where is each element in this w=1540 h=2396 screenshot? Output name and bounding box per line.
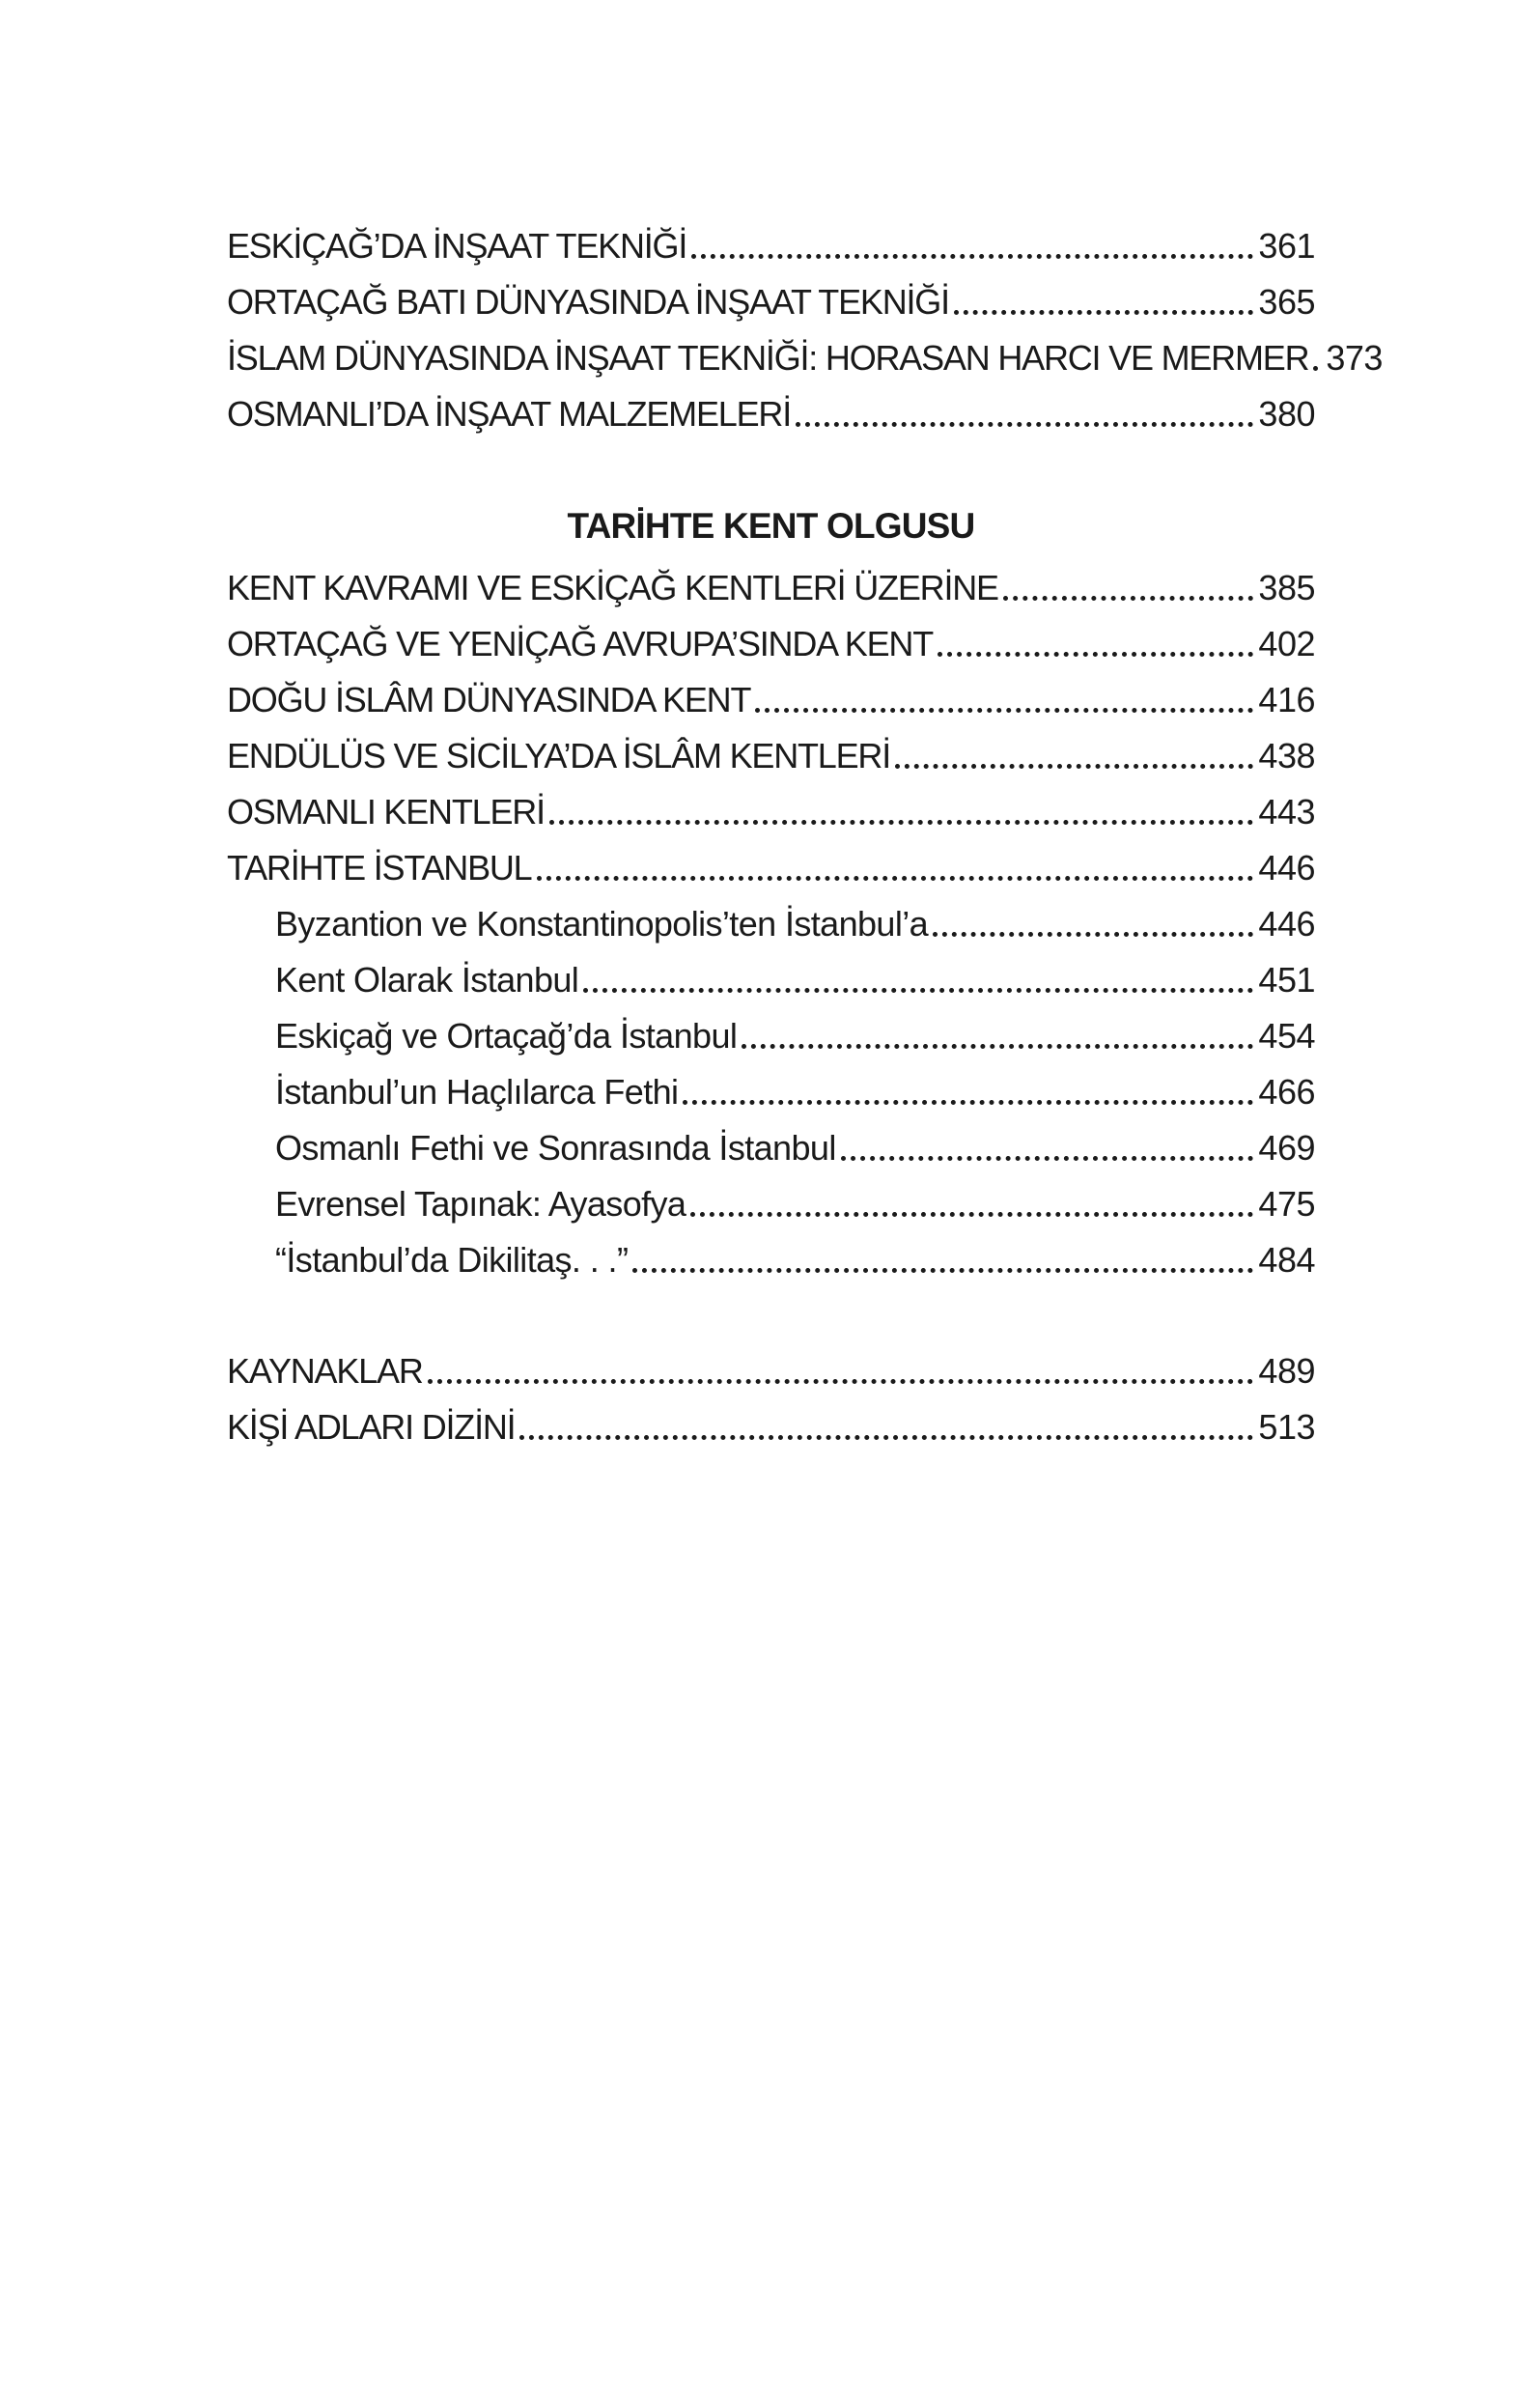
toc-subentry-page: 469: [1258, 1128, 1315, 1168]
toc-entry: [227, 218, 1315, 274]
dot-leader: [954, 310, 1254, 315]
toc-entry: [227, 728, 1315, 784]
toc-entry: [227, 1343, 1315, 1399]
dot-leader: [537, 876, 1254, 881]
toc-entry-page: 443: [1258, 792, 1315, 832]
dot-leader: [933, 932, 1253, 937]
toc-subentry-page: 446: [1258, 904, 1315, 944]
toc-entry-label: DOĞU İSLÂM DÜNYASINDA KENT: [227, 680, 751, 719]
toc-entry-label: ORTAÇAĞ BATI DÜNYASINDA İNŞAAT TEKNİĞİ: [227, 282, 949, 322]
toc-entry: [227, 274, 1315, 330]
toc-subentry: [227, 952, 1315, 1008]
toc-entry-label: KENT KAVRAMI VE ESKİÇAĞ KENTLERİ ÜZERİNE: [227, 568, 998, 607]
dot-leader: [519, 1435, 1253, 1440]
dot-leader: [796, 422, 1253, 427]
toc-entry-page: 416: [1258, 680, 1315, 719]
toc-entry-label: İSLAM DÜNYASINDA İNŞAAT TEKNİĞİ: HORASAN HARCI VE MERMER: [227, 338, 1309, 378]
dot-leader: [632, 1268, 1253, 1273]
toc-subentry: [227, 1008, 1315, 1064]
toc-subentry-label: “İstanbul’da Dikilitaş. . .”: [275, 1240, 629, 1280]
dot-leader: [938, 652, 1253, 657]
toc-entry-page: 513: [1258, 1407, 1315, 1447]
dot-leader: [1003, 596, 1254, 601]
toc-section-backmatter: [227, 1343, 1315, 1455]
toc-entry-label: KAYNAKLAR: [227, 1351, 423, 1391]
toc-entry-page: 446: [1258, 848, 1315, 888]
dot-leader: [895, 764, 1253, 769]
toc-subentry-page: 451: [1258, 960, 1315, 1000]
dot-leader: [841, 1156, 1254, 1161]
toc-entry-label: ESKİÇAĞ’DA İNŞAAT TEKNİĞİ: [227, 226, 687, 266]
toc-subentry-label: Evrensel Tapınak: Ayasofya: [275, 1184, 686, 1224]
toc-entry: [227, 616, 1315, 672]
toc-subentry-label: Osmanlı Fethi ve Sonrasında İstanbul: [275, 1128, 836, 1168]
toc-entry-page: 361: [1258, 226, 1315, 266]
toc-entry-label: ENDÜLÜS VE SİCİLYA’DA İSLÂM KENTLERİ: [227, 736, 891, 775]
toc-subentry: [227, 1176, 1315, 1232]
dot-leader: [755, 708, 1253, 713]
toc-subentry-label: İstanbul’un Haçlılarca Fethi: [275, 1072, 679, 1112]
toc-subentry-page: 475: [1258, 1184, 1315, 1224]
toc-section-construction: [227, 218, 1383, 442]
toc-subentry: [227, 1064, 1315, 1120]
toc-subentry: [227, 896, 1315, 952]
toc-entry-page: 380: [1258, 394, 1315, 434]
toc-entry: [227, 784, 1315, 840]
dot-leader: [583, 988, 1253, 993]
toc-entry: [227, 330, 1383, 386]
toc-subentry-label: Byzantion ve Konstantinopolis’ten İstanbul’a: [275, 904, 929, 944]
toc-entry-label: KİŞİ ADLARI DİZİNİ: [227, 1407, 516, 1447]
toc-subentry-page: 454: [1258, 1016, 1315, 1056]
dot-leader: [549, 820, 1254, 825]
dot-leader: [691, 254, 1253, 259]
toc-entry: [227, 672, 1315, 728]
dot-leader: [428, 1379, 1254, 1384]
toc-subentry-label: Eskiçağ ve Ortaçağ’da İstanbul: [275, 1016, 738, 1056]
toc-entry: [227, 1399, 1315, 1455]
toc-entry-page: 373: [1326, 338, 1383, 378]
toc-subentry-page: 466: [1258, 1072, 1315, 1112]
toc-section-heading-row: [227, 498, 1315, 554]
dot-leader: [742, 1044, 1253, 1049]
toc-entry-page: 402: [1258, 624, 1315, 663]
toc-entry-label: OSMANLI’DA İNŞAAT MALZEMELERİ: [227, 394, 792, 434]
dot-leader: [690, 1212, 1253, 1217]
dot-leader: [1313, 366, 1321, 371]
toc-entry: [227, 840, 1315, 896]
toc-subentry-page: 484: [1258, 1240, 1315, 1280]
toc-entry-page: 438: [1258, 736, 1315, 775]
toc-subentry: [227, 1232, 1315, 1288]
toc-section-heading: TARİHTE KENT OLGUSU: [567, 506, 975, 546]
dot-leader: [683, 1100, 1253, 1105]
toc-subentry: [227, 1120, 1315, 1176]
toc-entry-label: OSMANLI KENTLERİ: [227, 792, 545, 832]
toc-entry-page: 489: [1258, 1351, 1315, 1391]
toc-entry-page: 365: [1258, 282, 1315, 322]
toc-entry: [227, 560, 1315, 616]
table-of-contents: [227, 218, 1383, 1455]
toc-entry-label: TARİHTE İSTANBUL: [227, 848, 532, 888]
toc-entry: [227, 386, 1315, 442]
toc-entry-label: ORTAÇAĞ VE YENİÇAĞ AVRUPA’SINDA KENT: [227, 624, 933, 663]
toc-entry-page: 385: [1258, 568, 1315, 607]
toc-section-kent-olgusu: [227, 560, 1315, 1288]
toc-subentry-label: Kent Olarak İstanbul: [275, 960, 579, 1000]
